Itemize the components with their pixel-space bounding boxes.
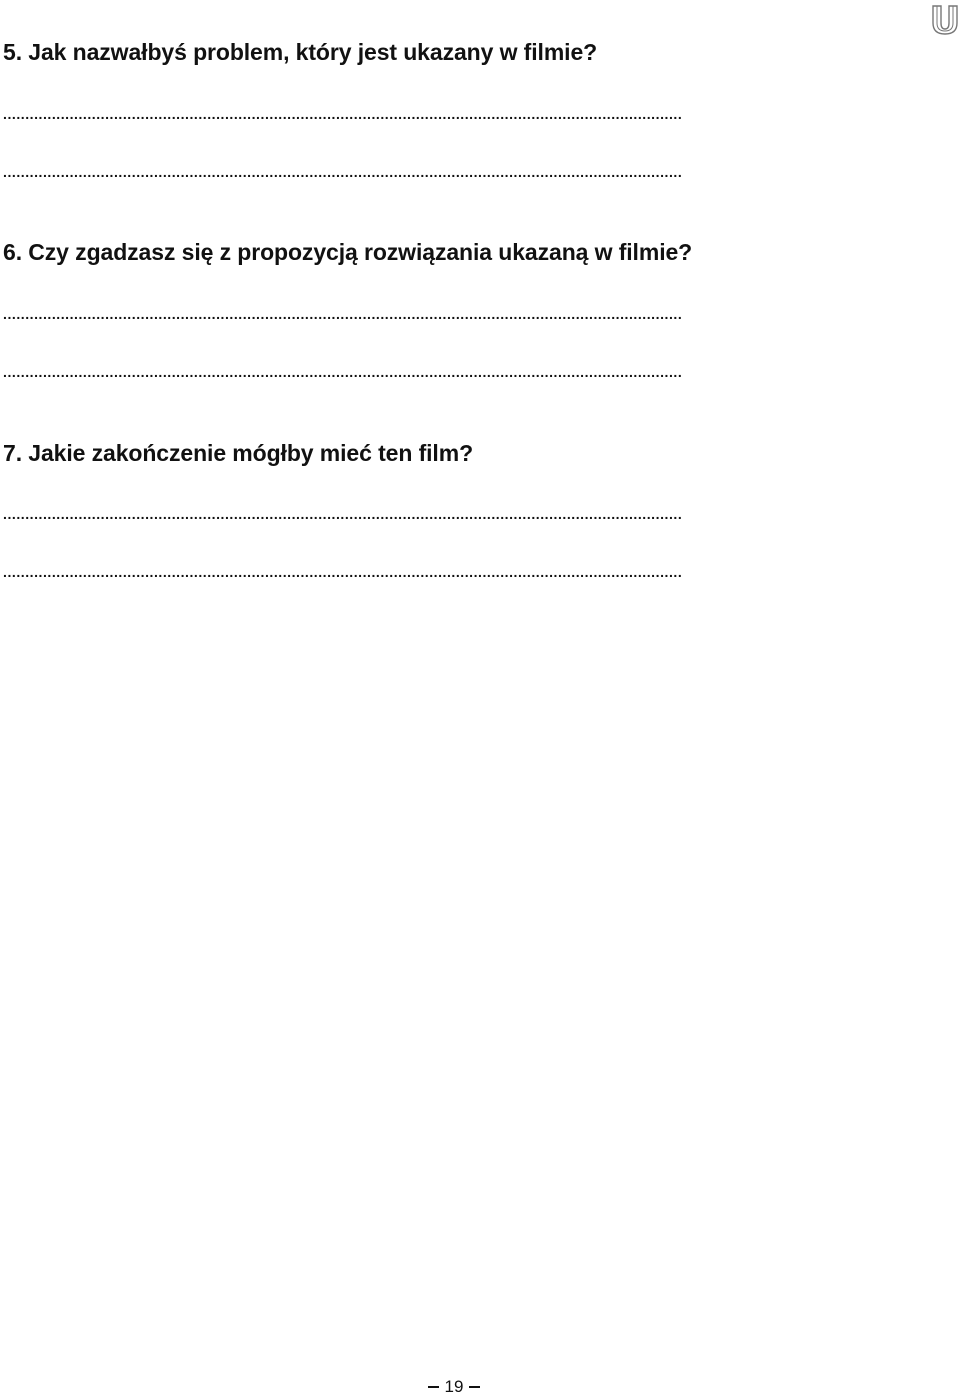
page-number (428, 1377, 480, 1397)
answer-line: ......................................................................................................................................................... (3, 108, 683, 120)
question-6: 6. Czy zgadzasz się z propozycją rozwiązania ukazaną w filmie? (3, 239, 693, 265)
outlined-letter-u-icon (931, 4, 959, 36)
answer-line: ......................................................................................................................................................... (3, 508, 683, 520)
question-7: 7. Jakie zakończenie mógłby mieć ten film? (3, 440, 474, 466)
answer-line: ......................................................................................................................................................... (3, 166, 683, 178)
page-number-text: 19 (444, 1377, 464, 1396)
dash-right (469, 1386, 480, 1388)
answer-line: ......................................................................................................................................................... (3, 366, 683, 378)
question-5: 5. Jak nazwałbyś problem, który jest ukazany w filmie? (3, 39, 598, 65)
dash-left (428, 1386, 439, 1388)
answer-line: ......................................................................................................................................................... (3, 566, 683, 578)
answer-line: ......................................................................................................................................................... (3, 308, 683, 320)
